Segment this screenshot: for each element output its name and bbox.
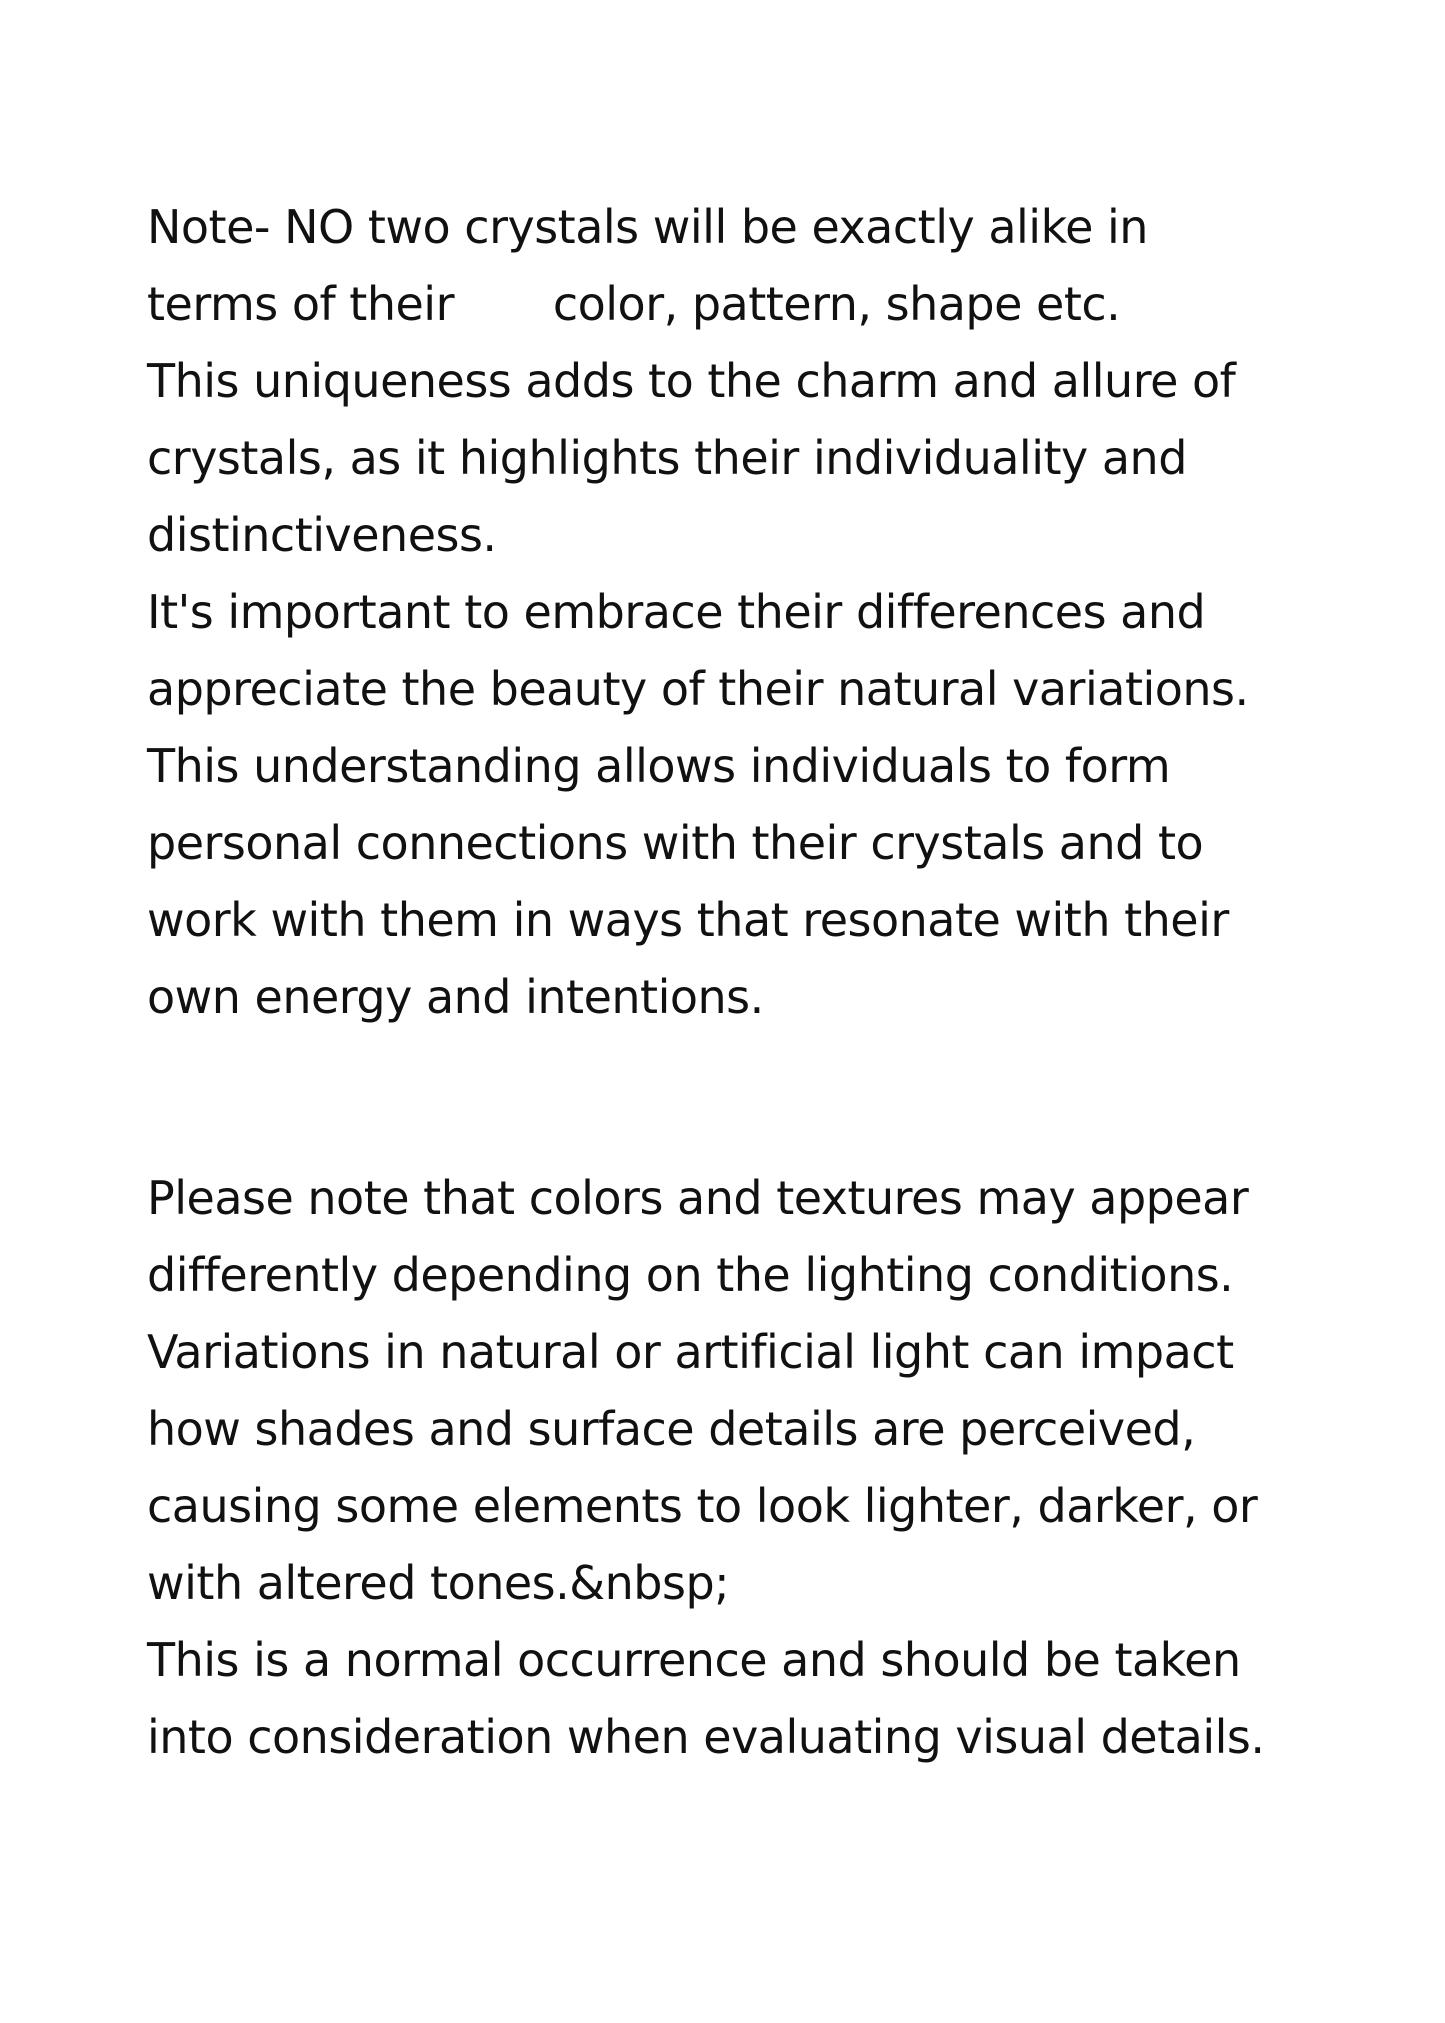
text-line: distinctiveness. <box>147 508 497 562</box>
text-line: It's important to embrace their differences and <box>147 585 1206 639</box>
text-line: Note- NO two crystals will be exactly alike in <box>147 200 1148 254</box>
text-line: This understanding allows individuals to form <box>147 739 1171 793</box>
text-line: This is a normal occurrence and should be taken <box>147 1633 1241 1687</box>
text-line: causing some elements to look lighter, darker, or <box>147 1479 1258 1533</box>
lighting-conditions-note <box>147 1160 1367 1776</box>
crystal-uniqueness-note <box>147 189 1367 1036</box>
text-line: Variations in natural or artificial light can impact <box>147 1325 1234 1379</box>
text-line: with altered tones.&nbsp; <box>147 1556 730 1610</box>
text-line: appreciate the beauty of their natural variations. <box>147 662 1249 716</box>
text-line: personal connections with their crystals and to <box>147 816 1204 870</box>
text-line: Please note that colors and textures may appear <box>147 1171 1249 1225</box>
text-line: own energy and intentions. <box>147 970 764 1024</box>
text-line: differently depending on the lighting conditions. <box>147 1248 1234 1302</box>
text-line: how shades and surface details are perceived, <box>147 1402 1196 1456</box>
text-line: terms of their color, pattern, shape etc. <box>147 277 1121 331</box>
text-line: crystals, as it highlights their individuality and <box>147 431 1187 485</box>
text-line: work with them in ways that resonate with their <box>147 893 1229 947</box>
text-line: This uniqueness adds to the charm and allure of <box>147 354 1236 408</box>
text-line: into consideration when evaluating visual details. <box>147 1710 1265 1764</box>
